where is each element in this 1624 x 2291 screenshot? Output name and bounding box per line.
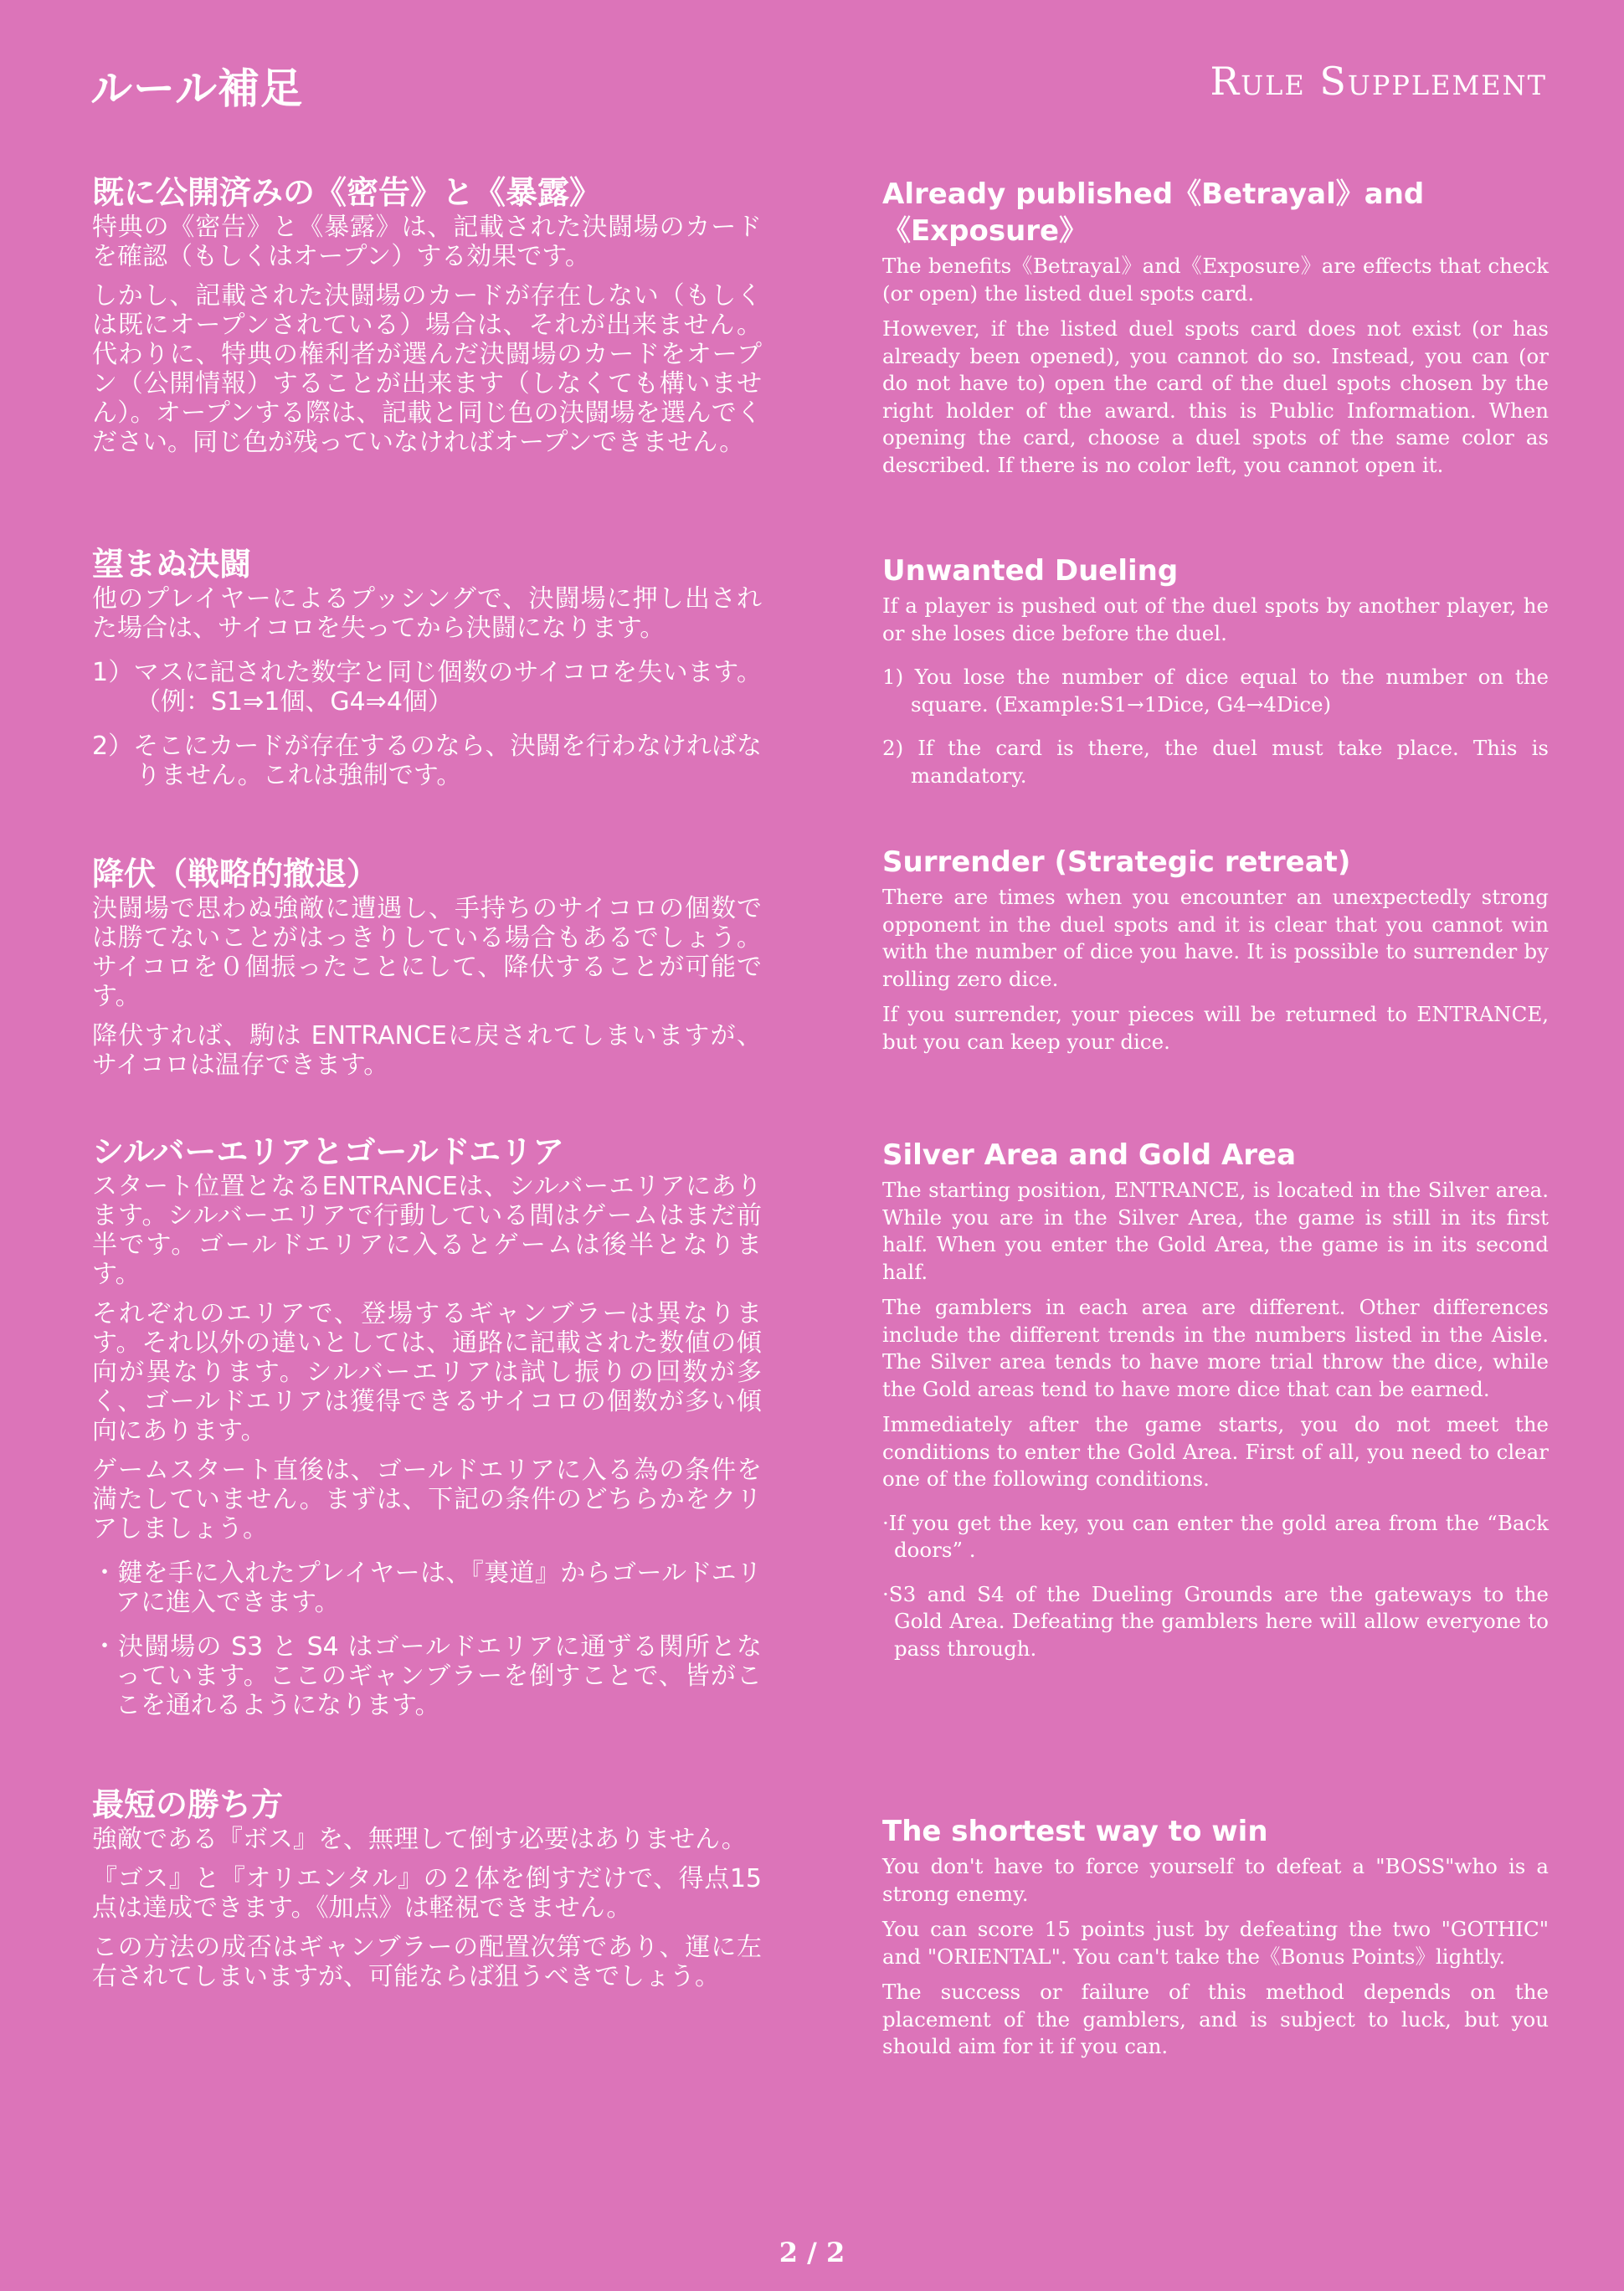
section-heading: Unwanted Dueling [882, 554, 1179, 588]
section-heading: シルバーエリアとゴールドエリア [92, 1133, 565, 1170]
section-surrender-jp [92, 854, 762, 1090]
section-shortest-win-jp [92, 1785, 762, 2001]
list-item: ·If you get the key, you can enter the gold area from the “Back doors” . [882, 1510, 1549, 1562]
section-published-cards-en [882, 176, 1549, 487]
page-number: 2 / 2 [779, 2237, 845, 2268]
paragraph: The benefits《Betrayal》and《Exposure》are effects that check (or open) the listed duel spots card. [882, 254, 1549, 306]
paragraph: If you surrender, your pieces will be returned to ENTRANCE, but you can keep your dice. [882, 1002, 1549, 1054]
paragraph: There are times when you encounter an unexpectedly strong opponent in the duel spots and it is clear that you cannot win with the number of dice you have. It is possible to surrender by rolling zero dice. [882, 885, 1549, 991]
section-heading: Already published《Betrayal》and《Exposure》 [882, 177, 1425, 248]
paragraph: 降伏すれば、駒は ENTRANCEに戻されてしまいますが、サイコロは温存できます。 [92, 1021, 762, 1080]
paragraph: しかし、記載された決闘場のカードが存在しない（もしくは既にオープンされている）場合は、それが出来ません。代わりに、特典の権利者が選んだ決闘場のカードをオープン（公開情報）することが出来ます（しなくても構いません）。オープンする際は、記載と同じ色の決闘場を選んでください。同じ色が残っていなければオープンできません。 [92, 281, 762, 457]
list-item: ·S3 and S4 of the Dueling Grounds are the gateways to the Gold Area. Defeating the gamblers here will allow everyone to pass through. [882, 1581, 1549, 1661]
paragraph: The success or failure of this method depends on the placement of the gamblers, and is subject to luck, but you should aim for it if you can. [882, 1980, 1549, 2058]
section-unwanted-duel-jp [92, 544, 762, 805]
paragraph: 『ゴス』と『オリエンタル』の２体を倒すだけで、得点15点は達成できます。《加点》は軽視できません。 [92, 1864, 762, 1923]
paragraph: それぞれのエリアで、登場するギャンブラーは異なります。それ以外の違いとしては、通路に記載された数値の傾向が異なります。シルバーエリアは試し振りの回数が多く、ゴールドエリアは獲得できるサイコロの個数が多い傾向にあります。 [92, 1299, 762, 1446]
section-heading: Silver Area and Gold Area [882, 1138, 1297, 1172]
paragraph: 決闘場で思わぬ強敵に遭遇し、手持ちのサイコロの個数では勝てないことがはっきりしている場合もあるでしょう。サイコロを０個振ったことにして、降伏することが可能です。 [92, 894, 762, 1011]
paragraph: スタート位置となるENTRANCEは、シルバーエリアにあります。シルバーエリアで行動している間はゲームはまだ前半です。ゴールドエリアに入るとゲームは後半となります。 [92, 1172, 762, 1289]
paragraph: You don't have to force yourself to defeat a "BOSS"who is a strong enemy. [882, 1854, 1549, 1906]
section-heading: 望まぬ決闘 [92, 546, 252, 583]
paragraph: Immediately after the game starts, you do not meet the conditions to enter the Gold Area. First of all, you need to clear one of the following conditions. [882, 1412, 1549, 1491]
list-item: 1）マスに記された数字と同じ個数のサイコロを失います。（例：S1⇒1個、G4⇒4個） [92, 658, 762, 717]
list-item: ・決闘場の S3 と S4 はゴールドエリアに通ずる関所となっています。ここのギャンブラーを倒すことで、皆がここを通れるようになります。 [92, 1632, 762, 1720]
list-item: 1) You lose the number of dice equal to the number on the square. (Example:S1→1Dice, G4→4Dice) [882, 665, 1549, 717]
page-title-en: Rule Supplement [1210, 59, 1547, 104]
paragraph: You can score 15 points just by defeating the two "GOTHIC" and "ORIENTAL". You can't take the《Bonus Points》lightly. [882, 1917, 1549, 1969]
paragraph: The gamblers in each area are different. Other differences include the different trends in the numbers listed in the Aisle. The Silver area tends to have more trial throw the dice, while the Gold areas tend to have more dice that can be earned. [882, 1295, 1549, 1401]
page-header [0, 0, 1624, 134]
paragraph: この方法の成否はギャンブラーの配置次第であり、運に左右されてしまいますが、可能ならば狙うべきでしょう。 [92, 1933, 762, 1991]
paragraph: The starting position, ENTRANCE, is located in the Silver area. While you are in the Silver Area, the game is still in its first half. When you enter the Gold Area, the game is in its second half. [882, 1178, 1549, 1284]
paragraph: 他のプレイヤーによるプッシングで、決闘場に押し出された場合は、サイコロを失ってから決闘になります。 [92, 584, 762, 643]
paragraph: 強敵である『ボス』を、無理して倒す必要はありません。 [92, 1825, 747, 1854]
section-unwanted-duel-en [882, 552, 1549, 806]
section-silver-gold-en [882, 1137, 1549, 1679]
paragraph: ゲームスタート直後は、ゴールドエリアに入る為の条件を満たしていません。まずは、下記の条件のどちらかをクリアしましょう。 [92, 1456, 762, 1544]
section-heading: 降伏（戦略的撤退） [92, 855, 379, 892]
section-heading: Surrender (Strategic retreat) [882, 845, 1351, 879]
section-published-cards-jp [92, 172, 762, 467]
paragraph: If a player is pushed out of the duel spots by another player, he or she loses dice before the duel. [882, 593, 1549, 645]
list-item: 2) If the card is there, the duel must take place. This is mandatory. [882, 736, 1549, 788]
list-item: 2）そこにカードが存在するのなら、決闘を行わなければなりません。これは強制です。 [92, 732, 762, 790]
paragraph: However, if the listed duel spots card does not exist (or has already been opened), you cannot do so. Instead, you can (or do not have to) open the card of the duel spots chosen by the right holder of the award. this is Public Information. When opening the card, choose a duel spots of the same color as described. If there is no color left, you cannot open it. [882, 316, 1549, 477]
section-silver-gold-jp [92, 1132, 762, 1735]
section-heading: 既に公開済みの《密告》と《暴露》 [92, 174, 602, 211]
section-surrender-en [882, 844, 1549, 1064]
section-heading: The shortest way to win [882, 1815, 1268, 1848]
paragraph: 特典の《密告》と《暴露》は、記載された決闘場のカードを確認（もしくはオープン）する効果です。 [92, 213, 762, 271]
section-heading: 最短の勝ち方 [92, 1786, 284, 1823]
list-item: ・鍵を手に入れたプレイヤーは、『裏道』からゴールドエリアに進入できます。 [92, 1559, 762, 1617]
page-title-jp: ルール補足 [90, 64, 303, 113]
section-shortest-win-en [882, 1813, 1549, 2069]
